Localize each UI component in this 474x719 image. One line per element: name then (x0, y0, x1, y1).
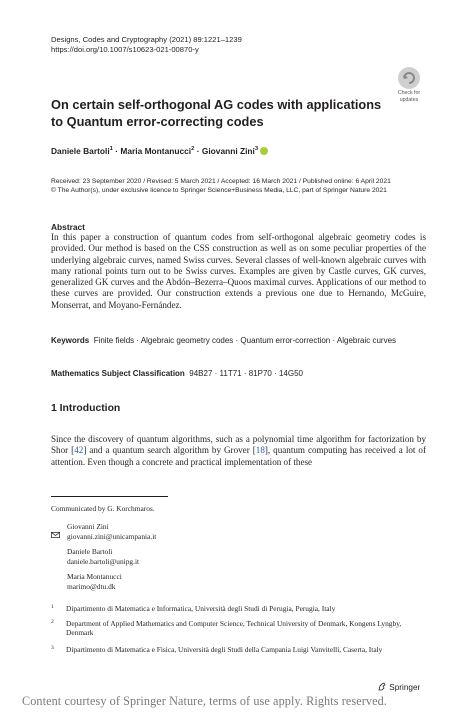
affiliation-text: Dipartimento di Matematica e Informatica, Università degli Studi di Perugia, Perugia, Italy (66, 604, 336, 613)
affiliation-number: 3 (51, 645, 54, 651)
author-separator: · (112, 146, 121, 156)
envelope-icon (51, 525, 61, 543)
keywords-text: Finite fields · Algebraic geometry codes · Quantum error-correction · Algebraic curves (93, 336, 397, 345)
section-heading: 1 Introduction (51, 403, 121, 414)
intro-paragraph (51, 434, 426, 468)
author-name[interactable]: Giovanni Zini (201, 146, 255, 156)
publisher-logo (378, 682, 420, 692)
abstract-heading: Abstract (51, 222, 85, 232)
contact-email[interactable]: marimo@dtu.dk (67, 581, 116, 591)
contact-email[interactable]: daniele.bartoli@unipg.it (67, 556, 140, 566)
author-separator: · (194, 146, 202, 156)
contact-entry (67, 572, 156, 591)
affiliation-text: Department of Applied Mathematics and Computer Science, Technical University of Denmark, Kongens Lyngby, Denmark (66, 619, 402, 638)
journal-header (51, 35, 242, 55)
contact-name: Giovanni Zini (67, 522, 109, 531)
keywords-label: Keywords (51, 336, 90, 345)
communicated-by: Communicated by G. Korchmaros. (51, 504, 155, 513)
affiliation (51, 619, 426, 638)
intro-text: ] and a quantum search algorithm by Grover [ (83, 445, 256, 456)
affiliation (51, 604, 426, 613)
affiliation-number: 1 (51, 604, 54, 610)
author-name[interactable]: Maria Montanucci (120, 146, 192, 156)
author-affiliation-mark: 2 (191, 146, 195, 153)
correspondence-list (67, 522, 156, 598)
footnote-divider (51, 496, 168, 497)
badge-label-1: Check for (397, 90, 421, 96)
springer-horse-icon (378, 682, 387, 691)
affiliation-text: Dipartimento di Matematica e Fisica, Università degli Studi della Campania Luigi Vanvitelli, Caserta, Italy (66, 645, 383, 654)
author-list (51, 146, 268, 156)
doi-link[interactable]: https://doi.org/10.1007/s10623-021-00870-y (51, 45, 199, 54)
author-name[interactable]: Daniele Bartoli (51, 146, 110, 156)
affiliation (51, 645, 426, 654)
contact-name: Daniele Bartoli (67, 547, 113, 557)
contact-name: Maria Montanucci (67, 572, 122, 582)
check-for-updates-badge[interactable] (393, 67, 425, 101)
msc-label: Mathematics Subject Classification (51, 369, 185, 378)
keywords (51, 335, 426, 346)
contact-entry (67, 522, 156, 541)
author-affiliation-mark: 3 (254, 146, 259, 153)
dates-line: Received: 23 September 2020 / Revised: 5 March 2021 / Accepted: 16 March 2021 / Published online: 6 April 2021 (51, 178, 391, 185)
check-updates-icon (398, 67, 420, 89)
orcid-icon[interactable] (260, 147, 268, 155)
msc-classification (51, 369, 426, 378)
journal-citation: Designs, Codes and Cryptography (2021) 89:1221–1239 (51, 35, 242, 44)
affiliation-number: 2 (51, 619, 54, 625)
article-title: On certain self-orthogonal AG codes with applications to Quantum error-correcting codes (51, 97, 382, 129)
intro-text: ], quantum computing has received a lot of attention. Even though a concrete and practical implementation of these (51, 445, 426, 467)
copyright-line: © The Author(s), under exclusive licence to Springer Science+Business Media, LLC, part of Springer Nature 2021 (51, 187, 387, 194)
msc-codes: 94B27 · 11T71 · 81P70 · 14G50 (189, 369, 303, 378)
contact-entry (67, 547, 156, 566)
publication-history (51, 177, 431, 195)
badge-label-2: updates (399, 97, 419, 103)
courtesy-notice: Content courtesy of Springer Nature, terms of use apply. Rights reserved. (22, 694, 387, 708)
intro-text: Since the discovery of quantum algorithms, such as a polynomial time algorithm for factorization by Shor [ (51, 434, 426, 456)
contact-email[interactable]: giovanni.zini@unicampania.it (67, 531, 157, 541)
author-affiliation-mark: 1 (109, 146, 113, 153)
abstract-text: In this paper a construction of quantum codes from self-orthogonal algebraic geometry codes is provided. Our method is based on the CSS construction as well as on some peculiar properties of the underlying algebraic curves, named Swiss curves. Several classes of well-known algebraic curves with many rational points turn out to be Swiss curves. Examples are given by Castle curves, GK curves, generalized GK curves and the Abdón–Bezerra–Quoos maximal curves. Applications of our method to these curves are provided. Our construction extends a previous one due to Hernando, McGuire, Monserrat, and Moyano-Fernández. (51, 232, 426, 310)
citation-link[interactable]: 42 (74, 445, 84, 456)
publisher-name: Springer (389, 683, 421, 692)
citation-link[interactable]: 18 (255, 445, 265, 456)
